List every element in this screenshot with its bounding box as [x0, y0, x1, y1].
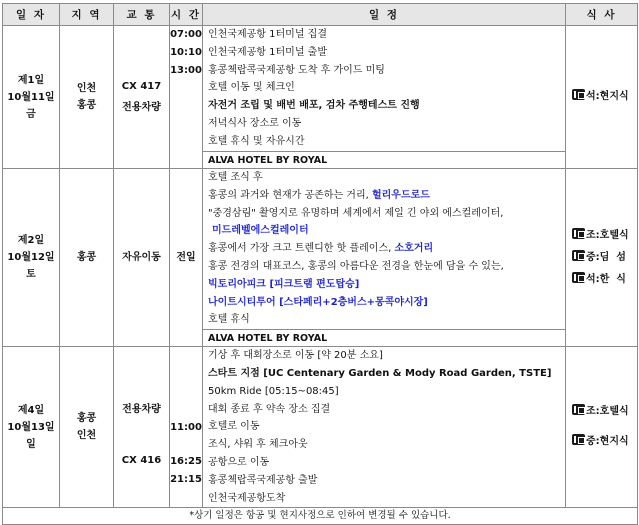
schedule-line: 인천국제공항도착 — [208, 492, 286, 504]
schedule-line: 대회 종료 후 약속 장소 집결 — [208, 403, 331, 415]
schedule-cell — [203, 26, 566, 169]
region-line: 홍콩 — [76, 252, 97, 264]
schedule-line: 저녁식사 장소로 이동 — [208, 117, 302, 129]
meal-cell — [566, 347, 638, 508]
schedule-line: 호텔 휴식 및 자유시간 — [208, 135, 305, 147]
schedule-line: 호텔로 이동 — [208, 421, 260, 433]
meal-tray-icon — [572, 228, 585, 239]
meal-tray-icon — [572, 272, 585, 283]
meal-label: 중:현지식 — [586, 436, 629, 448]
meal-cell — [566, 26, 638, 169]
day-cell — [3, 169, 60, 347]
schedule-line — [203, 187, 565, 205]
flight-number: CX 416 — [121, 455, 162, 467]
time-value: 10:10 — [170, 46, 202, 58]
transport-cell — [114, 26, 170, 169]
highlight-spot: 미드레벨에스컬레이터 — [212, 225, 309, 237]
schedule-line — [203, 240, 565, 258]
time-value: 11:00 — [170, 422, 202, 434]
schedule-line: 호텔 조식 후 — [208, 172, 263, 183]
region-cell — [60, 169, 114, 347]
hotel-name: ALVA HOTEL BY ROYAL — [203, 329, 565, 346]
day-number: 제2일 — [17, 235, 45, 247]
highlight-spot: 소호거리 — [394, 243, 434, 255]
day-number: 제1일 — [17, 74, 45, 86]
region-line: 홍콩 — [76, 100, 97, 111]
transport-mode: 자유이동 — [122, 252, 161, 264]
schedule-line: "중경삼림" 촬영지로 유명하며 세계에서 제일 긴 야외 에스컬레이터, — [208, 207, 504, 219]
vehicle: 전용차량 — [122, 102, 161, 113]
time-value: 21:15 — [170, 473, 202, 485]
meal-tray-icon — [572, 404, 585, 415]
time-value: 16:25 — [170, 455, 202, 467]
highlight-spot: 빅토리아피크 [피크트램 편도탑승] — [208, 278, 360, 290]
highlight-spot: 헐리우드로드 — [371, 189, 430, 201]
meal-tray-icon — [572, 89, 585, 100]
schedule-line: 홍콩첵랍콕국제공항 도착 후 가이드 미팅 — [208, 64, 385, 76]
schedule-text: 홍콩에서 가장 크고 트렌디한 핫 플레이스, — [208, 243, 392, 255]
flight-number: CX 417 — [121, 81, 162, 92]
meal-item — [572, 401, 637, 423]
schedule-line: 자전거 조립 및 배번 배포, 검차 주행테스트 진행 — [208, 100, 420, 112]
highlight-spot: 나이트시티투어 [스타페리+2층버스+몽콕야시장] — [208, 296, 428, 308]
vehicle: 전용차량 — [122, 404, 161, 416]
region-line: 인천 — [76, 430, 97, 442]
schedule-line: 홍콩첵랍콕국제공항 출발 — [208, 474, 318, 486]
meal-label: 중:딤 섬 — [586, 251, 626, 263]
transport-cell — [114, 347, 170, 508]
meal-label: 조:호텔식 — [586, 406, 629, 418]
time-cell — [170, 26, 203, 169]
schedule-line: 호텔 휴식 — [208, 314, 250, 326]
day-cell — [3, 347, 60, 508]
footnote: *상기 일정은 항공 및 현지사정으로 인하여 변경될 수 있습니다. — [3, 508, 638, 525]
meal-label: 석:한 식 — [586, 273, 626, 285]
region-line: 홍콩 — [76, 413, 97, 425]
region-line: 인천 — [76, 83, 97, 94]
day-row-2 — [3, 169, 638, 347]
day-date: 10월13일 — [7, 421, 55, 433]
meal-cell — [566, 169, 638, 347]
schedule-cell — [203, 347, 566, 508]
meal-label: 조:호텔식 — [586, 229, 629, 241]
schedule-cell — [203, 169, 566, 347]
header-row — [3, 4, 638, 26]
day-row-1 — [3, 26, 638, 169]
meal-item — [572, 269, 637, 291]
time-value: 07:00 — [170, 29, 202, 40]
itinerary-table — [2, 3, 638, 525]
time-value: 전일 — [176, 252, 196, 264]
day-weekday: 토 — [26, 269, 36, 281]
day-row-3 — [3, 347, 638, 508]
schedule-line: 조식, 샤워 후 체크아웃 — [208, 439, 308, 451]
day-date: 10월12일 — [7, 252, 55, 264]
schedule-line: 50km Ride [05:15~08:45] — [208, 385, 339, 397]
schedule-line: 공항으로 이동 — [208, 456, 270, 468]
day-date: 10월11일 — [7, 91, 55, 103]
schedule-line: 호텔 이동 및 체크인 — [208, 82, 295, 94]
meal-item — [572, 431, 637, 453]
schedule-text: 홍콩의 과거와 현재가 공존하는 거리, — [208, 189, 369, 201]
schedule-line: 인천국제공항 1터미널 집결 — [208, 29, 327, 40]
schedule-line: 인천국제공항 1터미널 출발 — [208, 46, 327, 58]
day-weekday: 일 — [26, 438, 36, 450]
region-cell — [60, 26, 114, 169]
time-cell — [170, 169, 203, 347]
day-number: 제4일 — [17, 404, 45, 416]
time-value: 13:00 — [170, 64, 202, 76]
day-weekday: 금 — [26, 108, 36, 120]
region-cell — [60, 347, 114, 508]
schedule-line: 홍콩 전경의 대표코스, 홍콩의 아름다운 전경을 한눈에 담을 수 있는, — [208, 260, 504, 272]
meal-label: 석:현지식 — [586, 91, 629, 102]
meal-item — [572, 247, 637, 269]
day-cell — [3, 26, 60, 169]
time-cell — [170, 347, 203, 508]
transport-cell — [114, 169, 170, 347]
header-schedule: 일 정 — [203, 4, 566, 26]
schedule-line: 기상 후 대회장소로 이동 [약 20분 소요] — [208, 350, 383, 362]
header-day: 일 자 — [3, 4, 60, 26]
footnote-row — [3, 508, 638, 525]
schedule-line: 스타트 지점 [UC Centenary Garden & Mody Road Garden, TSTE] — [208, 367, 552, 379]
header-time: 시 간 — [170, 4, 203, 26]
hotel-name: ALVA HOTEL BY ROYAL — [203, 151, 565, 168]
meal-item — [572, 86, 637, 108]
meal-item — [572, 225, 637, 247]
header-region: 지 역 — [60, 4, 114, 26]
header-meal: 식 사 — [566, 4, 638, 26]
header-transport: 교 통 — [114, 4, 170, 26]
meal-tray-icon — [572, 434, 585, 445]
meal-tray-icon — [572, 250, 585, 261]
